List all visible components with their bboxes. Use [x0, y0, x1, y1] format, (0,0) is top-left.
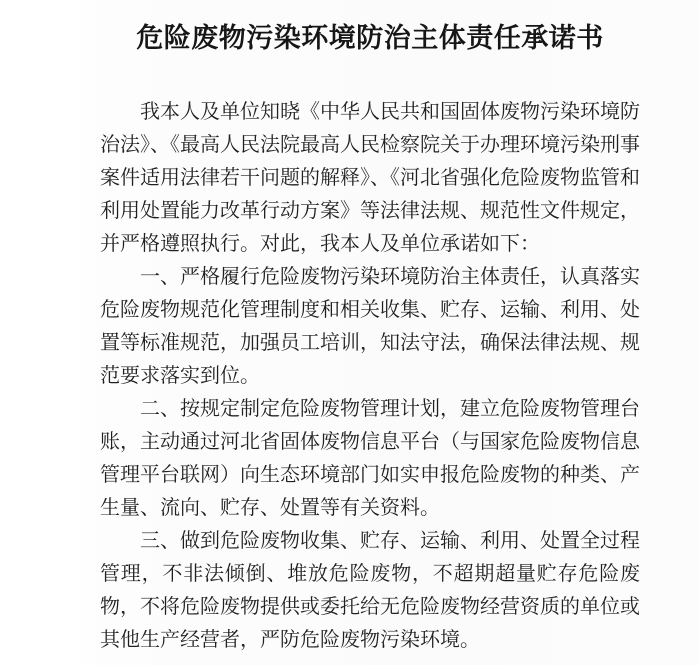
paragraph-intro: 我本人及单位知晓《中华人民共和国固体废物污染环境防治法》、《最高人民法院最高人民检察院关于办理环境污染刑事案件适用法律若干问题的解释》、《河北省强化危险废物监管和利用处置能力改革行动方案》等法律法规、规范性文件规定，并严格遵照执行。对此，我本人及单位承诺如下：: [100, 101, 640, 255]
paragraph-item-2: 二、按规定制定危险废物管理计划，建立危险废物管理台账，主动通过河北省固体废物信息平台（与国家危险废物信息管理平台联网）向生态环境部门如实申报危险废物的种类、产生量、流向、贮存、处置等有关资料。: [100, 398, 640, 519]
paragraph-item-1: 一、严格履行危险废物污染环境防治主体责任，认真落实危险废物规范化管理制度和相关收集、贮存、运输、利用、处置等标准规范，加强员工培训，知法守法，确保法律法规、规范要求落实到位。: [100, 266, 640, 387]
document-title: 危险废物污染环境防治主体责任承诺书: [136, 23, 604, 53]
paragraph-item-3: 三、做到危险废物收集、贮存、运输、利用、处置全过程管理，不非法倾倒、堆放危险废物，不超期超量贮存危险废物，不将危险废物提供或委托给无危险废物经营资质的单位或其他生产经营者，严防危险废物污染环境。: [100, 530, 640, 651]
